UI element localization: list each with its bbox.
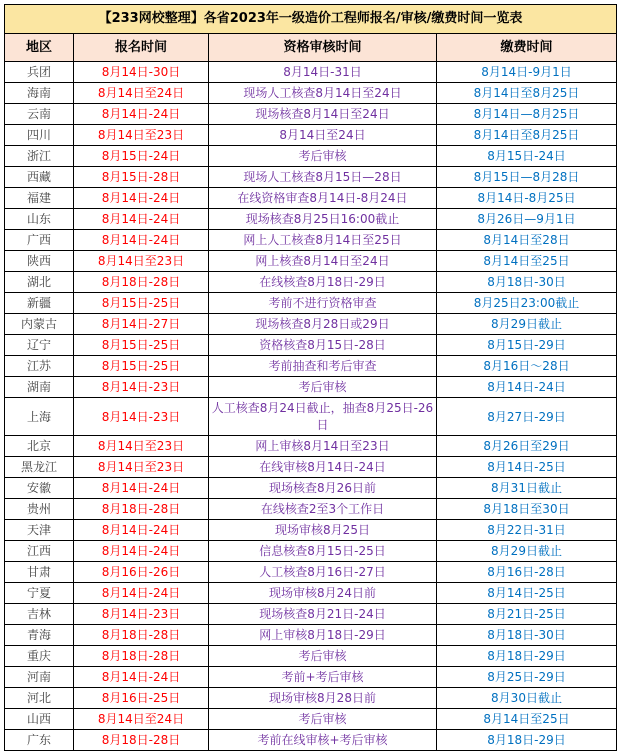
payment-cell: 8月18日-30日	[437, 272, 617, 293]
table-row	[5, 583, 617, 604]
table-row	[5, 125, 617, 146]
header-review: 资格审核时间	[209, 34, 437, 62]
review-cell: 资格核查8月15日-28日	[209, 335, 437, 356]
table-row	[5, 541, 617, 562]
registration-cell: 8月15日-25日	[74, 335, 209, 356]
table-row	[5, 167, 617, 188]
registration-cell: 8月14日至23日	[74, 251, 209, 272]
registration-cell: 8月14日至24日	[74, 83, 209, 104]
registration-cell: 8月18日-28日	[74, 646, 209, 667]
payment-cell: 8月14日至28日	[437, 230, 617, 251]
table-row	[5, 314, 617, 335]
region-cell: 广西	[5, 230, 74, 251]
payment-cell: 8月15日-29日	[437, 335, 617, 356]
registration-cell: 8月15日-25日	[74, 293, 209, 314]
payment-cell: 8月26日—9月1日	[437, 209, 617, 230]
region-cell: 北京	[5, 436, 74, 457]
region-cell: 内蒙古	[5, 314, 74, 335]
region-cell: 上海	[5, 398, 74, 436]
table-row	[5, 272, 617, 293]
payment-cell: 8月27日-29日	[437, 398, 617, 436]
payment-cell: 8月16日-28日	[437, 562, 617, 583]
payment-cell: 8月14日-9月1日	[437, 62, 617, 83]
table-row	[5, 230, 617, 251]
registration-cell: 8月14日至23日	[74, 436, 209, 457]
payment-cell: 8月14日-25日	[437, 583, 617, 604]
table-row	[5, 251, 617, 272]
table-row	[5, 104, 617, 125]
registration-cell: 8月15日-24日	[74, 146, 209, 167]
review-cell: 在线审核8月14日-24日	[209, 457, 437, 478]
table-row	[5, 62, 617, 83]
registration-cell: 8月14日至24日	[74, 709, 209, 730]
payment-cell: 8月18日-29日	[437, 646, 617, 667]
registration-cell: 8月14日-23日	[74, 398, 209, 436]
region-cell: 吉林	[5, 604, 74, 625]
region-cell: 江西	[5, 541, 74, 562]
registration-cell: 8月14日-30日	[74, 62, 209, 83]
review-cell: 考前+考后审核	[209, 667, 437, 688]
review-cell: 在线核查2至3个工作日	[209, 499, 437, 520]
review-cell: 现场核查8月26日前	[209, 478, 437, 499]
payment-cell: 8月14日—8月25日	[437, 104, 617, 125]
review-cell: 网上审核8月18日-29日	[209, 625, 437, 646]
region-cell: 青海	[5, 625, 74, 646]
payment-cell: 8月25日23:00截止	[437, 293, 617, 314]
region-cell: 浙江	[5, 146, 74, 167]
payment-cell: 8月14日至25日	[437, 251, 617, 272]
payment-cell: 8月29日截止	[437, 541, 617, 562]
region-cell: 重庆	[5, 646, 74, 667]
payment-cell: 8月29日截止	[437, 314, 617, 335]
review-cell: 人工核查8月24日截止，抽查8月25日-26日	[209, 398, 437, 436]
region-cell: 河南	[5, 667, 74, 688]
payment-cell: 8月14日至8月25日	[437, 125, 617, 146]
region-cell: 山西	[5, 709, 74, 730]
review-cell: 8月14日-31日	[209, 62, 437, 83]
review-cell: 考后审核	[209, 646, 437, 667]
registration-cell: 8月15日-25日	[74, 356, 209, 377]
payment-cell: 8月18日至30日	[437, 499, 617, 520]
payment-cell: 8月16日～28日	[437, 356, 617, 377]
region-cell: 山东	[5, 209, 74, 230]
region-cell: 四川	[5, 125, 74, 146]
registration-cell: 8月18日-28日	[74, 499, 209, 520]
registration-cell: 8月14日-24日	[74, 541, 209, 562]
table-row	[5, 646, 617, 667]
registration-cell: 8月14日-24日	[74, 520, 209, 541]
table-row	[5, 377, 617, 398]
region-cell: 福建	[5, 188, 74, 209]
review-cell: 8月14日至24日	[209, 125, 437, 146]
registration-cell: 8月18日-28日	[74, 625, 209, 646]
review-cell: 现场审核8月28日前	[209, 688, 437, 709]
payment-cell: 8月14日至25日	[437, 709, 617, 730]
registration-cell: 8月16日-25日	[74, 688, 209, 709]
table-row	[5, 293, 617, 314]
payment-cell: 8月25日-29日	[437, 667, 617, 688]
table-title: 【233网校整理】各省2023年一级造价工程师报名/审核/缴费时间一览表	[5, 5, 617, 34]
table-row	[5, 398, 617, 436]
region-cell: 天津	[5, 520, 74, 541]
review-cell: 现场核查8月28日或29日	[209, 314, 437, 335]
payment-cell: 8月14日-8月25日	[437, 188, 617, 209]
payment-cell: 8月18日-29日	[437, 730, 617, 751]
region-cell: 安徽	[5, 478, 74, 499]
payment-cell: 8月22日-31日	[437, 520, 617, 541]
table-row	[5, 146, 617, 167]
review-cell: 考后审核	[209, 377, 437, 398]
review-cell: 考后审核	[209, 146, 437, 167]
registration-cell: 8月18日-28日	[74, 272, 209, 293]
review-cell: 现场核查8月21日-24日	[209, 604, 437, 625]
payment-cell: 8月15日—8月28日	[437, 167, 617, 188]
review-cell: 在线资格审查8月14日-8月24日	[209, 188, 437, 209]
payment-cell: 8月14日至8月25日	[437, 83, 617, 104]
review-cell: 现场审核8月24日前	[209, 583, 437, 604]
region-cell: 新疆	[5, 293, 74, 314]
review-cell: 人工核查8月16日-27日	[209, 562, 437, 583]
table-row	[5, 188, 617, 209]
review-cell: 现场核查8月25日16:00截止	[209, 209, 437, 230]
review-cell: 考前在线审核+考后审核	[209, 730, 437, 751]
registration-cell: 8月14日-24日	[74, 583, 209, 604]
table-row	[5, 335, 617, 356]
payment-cell: 8月15日-24日	[437, 146, 617, 167]
registration-cell: 8月15日-28日	[74, 167, 209, 188]
registration-cell: 8月16日-26日	[74, 562, 209, 583]
registration-cell: 8月14日-23日	[74, 377, 209, 398]
region-cell: 湖北	[5, 272, 74, 293]
review-cell: 网上核查8月14日至24日	[209, 251, 437, 272]
registration-cell: 8月14日-24日	[74, 104, 209, 125]
region-cell: 云南	[5, 104, 74, 125]
table-row	[5, 667, 617, 688]
region-cell: 河北	[5, 688, 74, 709]
header-region: 地区	[5, 34, 74, 62]
payment-cell: 8月31日截止	[437, 478, 617, 499]
payment-cell: 8月21日-25日	[437, 604, 617, 625]
review-cell: 考前抽查和考后审查	[209, 356, 437, 377]
registration-cell: 8月14日-24日	[74, 188, 209, 209]
registration-cell: 8月14日-24日	[74, 230, 209, 251]
registration-cell: 8月14日至23日	[74, 457, 209, 478]
review-cell: 现场核查8月14日至24日	[209, 104, 437, 125]
review-cell: 考后审核	[209, 709, 437, 730]
region-cell: 兵团	[5, 62, 74, 83]
table-row	[5, 604, 617, 625]
region-cell: 贵州	[5, 499, 74, 520]
region-cell: 黑龙江	[5, 457, 74, 478]
registration-cell: 8月14日-23日	[74, 604, 209, 625]
table-row	[5, 730, 617, 751]
review-cell: 现场审核8月25日	[209, 520, 437, 541]
payment-cell: 8月18日-30日	[437, 625, 617, 646]
registration-cell: 8月14日-27日	[74, 314, 209, 335]
payment-cell: 8月26日至29日	[437, 436, 617, 457]
table-row	[5, 625, 617, 646]
review-cell: 网上审核8月14日至23日	[209, 436, 437, 457]
registration-cell: 8月14日-24日	[74, 209, 209, 230]
table-row	[5, 83, 617, 104]
region-cell: 宁夏	[5, 583, 74, 604]
region-cell: 海南	[5, 83, 74, 104]
payment-cell: 8月30日截止	[437, 688, 617, 709]
region-cell: 辽宁	[5, 335, 74, 356]
region-cell: 湖南	[5, 377, 74, 398]
review-cell: 在线核查8月18日-29日	[209, 272, 437, 293]
table-row	[5, 499, 617, 520]
payment-cell: 8月14日-25日	[437, 457, 617, 478]
table-row	[5, 478, 617, 499]
table-row	[5, 562, 617, 583]
registration-cell: 8月14日-24日	[74, 478, 209, 499]
region-cell: 陕西	[5, 251, 74, 272]
table-row	[5, 520, 617, 541]
header-registration: 报名时间	[74, 34, 209, 62]
region-cell: 西藏	[5, 167, 74, 188]
registration-cell: 8月14日至23日	[74, 125, 209, 146]
table-row	[5, 688, 617, 709]
region-cell: 广东	[5, 730, 74, 751]
table-row	[5, 209, 617, 230]
review-cell: 信息核查8月15日-25日	[209, 541, 437, 562]
registration-cell: 8月18日-28日	[74, 730, 209, 751]
schedule-table	[4, 4, 617, 751]
table-row	[5, 709, 617, 730]
payment-cell: 8月14日-24日	[437, 377, 617, 398]
review-cell: 考前不进行资格审查	[209, 293, 437, 314]
review-cell: 现场人工核查8月15日—28日	[209, 167, 437, 188]
table-row	[5, 436, 617, 457]
table-row	[5, 356, 617, 377]
review-cell: 现场人工核查8月14日至24日	[209, 83, 437, 104]
review-cell: 网上人工核查8月14日至25日	[209, 230, 437, 251]
table-row	[5, 457, 617, 478]
header-payment: 缴费时间	[437, 34, 617, 62]
region-cell: 甘肃	[5, 562, 74, 583]
region-cell: 江苏	[5, 356, 74, 377]
registration-cell: 8月14日-24日	[74, 667, 209, 688]
